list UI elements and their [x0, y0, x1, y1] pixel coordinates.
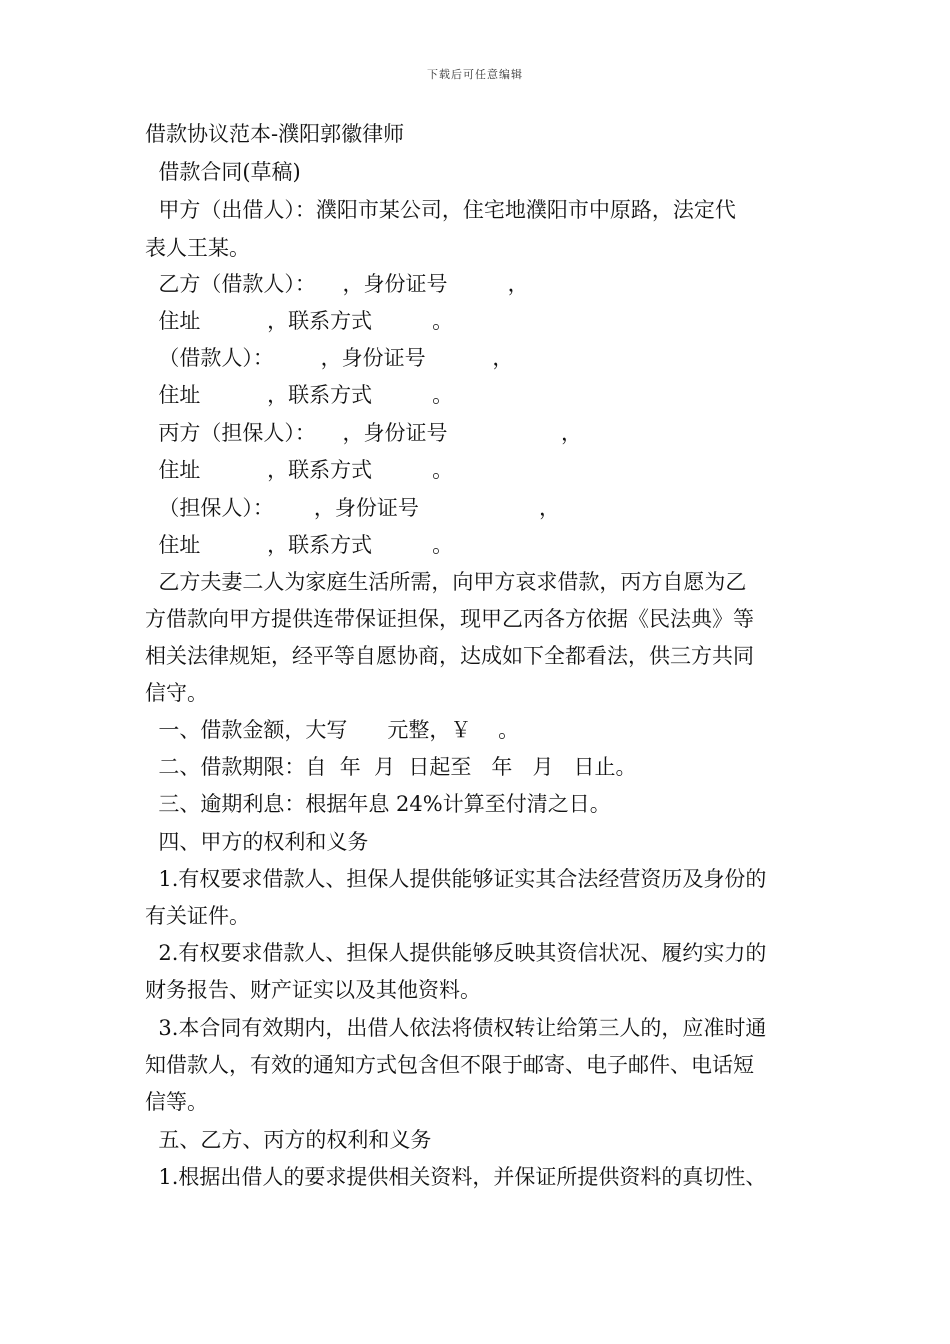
page-header-note: 下载后可任意编辑	[427, 68, 523, 81]
document-line: 信等。	[145, 1090, 208, 1114]
document-line: 1.有权要求借款人、担保人提供能够证实其合法经营资历及身份的	[145, 867, 767, 891]
document-line: 丙方（担保人）： ，身份证号 ，	[145, 421, 583, 445]
document-line: 五、乙方、丙方的权利和义务	[145, 1128, 432, 1152]
document-line: 住址 ，联系方式 。	[145, 383, 454, 407]
document-line: 信守。	[145, 681, 208, 705]
document-line: 2.有权要求借款人、担保人提供能够反映其资信状况、履约实力的	[145, 941, 767, 965]
document-line: 财务报告、财产证实以及其他资料。	[145, 978, 481, 1002]
document-line: （借款人）： ，身份证号 ，	[145, 346, 514, 370]
document-title: 借款协议范本-濮阳郭徽律师	[145, 122, 405, 146]
document-line: 二、借款期限：自 年 月 日起至 年 月 日止。	[145, 755, 637, 779]
document-line: 四、甲方的权利和义务	[145, 830, 369, 854]
document-line: （担保人）： ，身份证号 ，	[145, 496, 561, 520]
document-line: 甲方（出借人）：濮阳市某公司，住宅地濮阳市中原路，法定代	[145, 198, 736, 222]
document-line: 3.本合同有效期内，出借人依法将债权转让给第三人的，应准时通	[145, 1016, 767, 1040]
document-line: 三、逾期利息：根据年息 24%计算至付清之日。	[145, 792, 611, 816]
document-line: 表人王某。	[145, 236, 250, 260]
document-line: 一、借款金额，大写 元整，￥ 。	[145, 718, 520, 742]
document-line: 借款合同(草稿)	[145, 160, 301, 184]
document-line: 乙方（借款人）： ，身份证号 ，	[145, 272, 529, 296]
document-line: 乙方夫妻二人为家庭生活所需，向甲方哀求借款，丙方自愿为乙	[145, 570, 747, 594]
document-line: 相关法律规矩，经平等自愿协商，达成如下全都看法，供三方共同	[145, 644, 754, 668]
document-line: 住址 ，联系方式 。	[145, 458, 454, 482]
document-line: 住址 ，联系方式 。	[145, 309, 454, 333]
document-line: 知借款人，有效的通知方式包含但不限于邮寄、电子邮件、电话短	[145, 1053, 754, 1077]
document-line: 有关证件。	[145, 904, 250, 928]
document-line: 1.根据出借人的要求提供相关资料，并保证所提供资料的真切性、	[145, 1165, 767, 1189]
document-line: 住址 ，联系方式 。	[145, 533, 454, 557]
document-line: 方借款向甲方提供连带保证担保，现甲乙丙各方依据《民法典》等	[145, 607, 754, 631]
